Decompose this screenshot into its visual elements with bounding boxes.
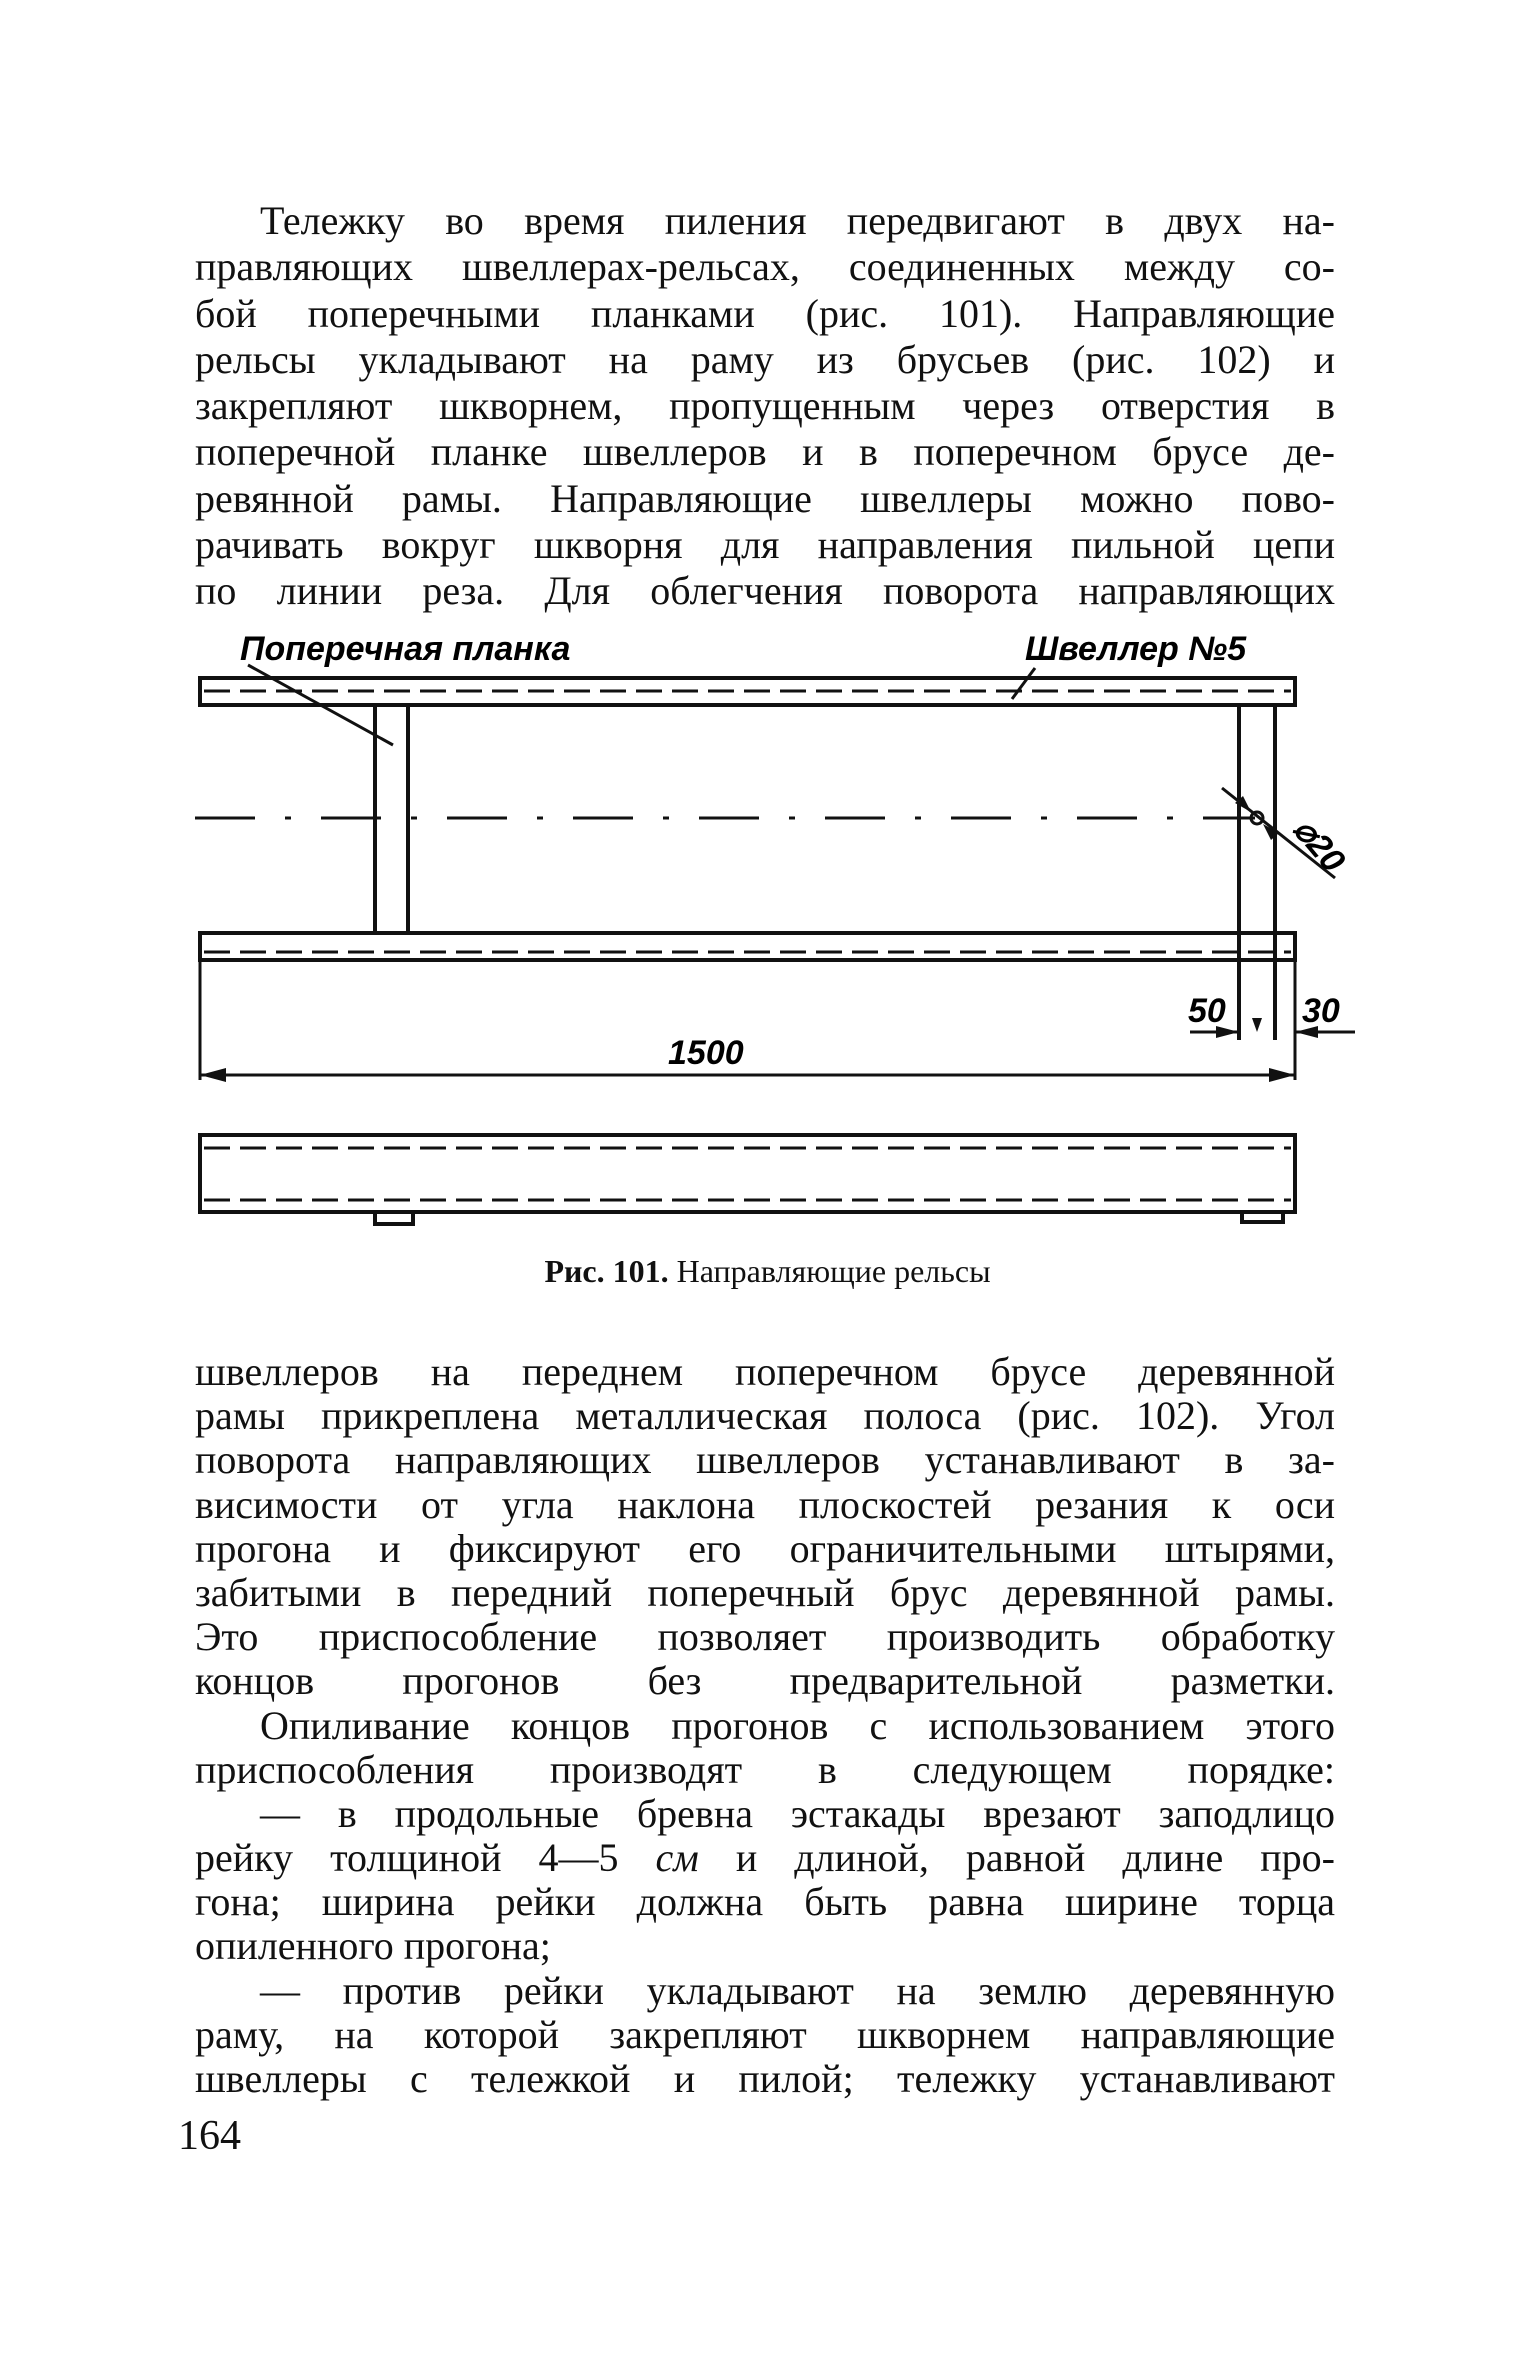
text-segment: и длиной, равной длине про-	[698, 1835, 1335, 1881]
text-line: опиленного прогона;	[195, 1923, 551, 1969]
text-line: рельсы укладывают на раму из брусьев (рис. 102) и	[195, 336, 1335, 382]
text-line: Это приспособление позволяет производить обработку	[195, 1614, 1335, 1660]
text-line: забитыми в передний поперечный брус деревянной рамы.	[195, 1569, 1335, 1615]
text-line: гона; ширина рейки должна быть равна ширине торца	[195, 1879, 1335, 1925]
bottom-text	[195, 1350, 1335, 2101]
caption-number: Рис. 101.	[544, 1253, 669, 1289]
side-view-foot	[1242, 1212, 1283, 1222]
text-line: правляющих швеллерах-рельсах, соединенных между со-	[195, 244, 1335, 290]
label-diameter: ⌀20	[1285, 810, 1353, 880]
text-line: — в продольные бревна эстакады врезают заподлицо	[260, 1790, 1335, 1836]
page-number: 164	[178, 2113, 241, 2159]
text-line	[195, 1836, 1335, 1880]
label-channel: Швеллер №5	[1025, 630, 1247, 668]
text-line: бой поперечными планками (рис. 101). Направляющие	[195, 290, 1335, 336]
unit-cm: см	[655, 1835, 699, 1881]
label-dim-50: 50	[1188, 992, 1226, 1030]
text-line: поперечной планке швеллеров и в поперечном брусе де-	[195, 429, 1335, 475]
label-crossbar: Поперечная планка	[240, 630, 571, 668]
text-line: Опиливание концов прогонов с использованием этого	[260, 1702, 1335, 1748]
text-line: Тележку во время пиления передвигают в двух на-	[260, 198, 1335, 243]
label-dim-1500: 1500	[668, 1034, 744, 1072]
leader-channel	[1012, 668, 1035, 699]
text-line: по линии реза. Для облегчения поворота направляющих	[195, 568, 1335, 614]
text-line: закрепляют шкворнем, пропущенным через отверстия в	[195, 383, 1335, 429]
text-line: — против рейки укладывают на землю деревянную	[260, 1967, 1335, 2013]
caption-text: Направляющие рельсы	[676, 1253, 991, 1289]
text-line: концов прогонов без предварительной разметки.	[195, 1658, 1335, 1704]
label-dim-30: 30	[1302, 992, 1340, 1030]
text-segment: рейку толщиной 4—5	[195, 1835, 656, 1881]
text-line: рамы прикреплена металлическая полоса (рис. 102). Угол	[195, 1393, 1335, 1439]
bottom-channel-rail	[200, 933, 1295, 960]
text-line: приспособления производят в следующем порядке:	[195, 1746, 1335, 1792]
text-line: ревянной рамы. Направляющие швеллеры можно пово-	[195, 475, 1335, 521]
figure-caption	[0, 1252, 1535, 1290]
text-line: рачивать вокруг шкворня для направления пильной цепи	[195, 522, 1335, 568]
side-view-foot	[375, 1212, 413, 1224]
text-line: висимости от угла наклона плоскостей резания к оси	[195, 1481, 1335, 1527]
text-line: поворота направляющих швеллеров устанавливают в за-	[195, 1437, 1335, 1483]
text-line: швеллеров на переднем поперечном брусе деревянной	[195, 1349, 1335, 1394]
text-line: раму, на которой закрепляют шкворнем направляющие	[195, 2011, 1335, 2057]
text-line: прогона и фиксируют его ограничительными штырями,	[195, 1525, 1335, 1571]
text-line: швеллеры с тележкой и пилой; тележку устанавливают	[195, 2056, 1335, 2101]
